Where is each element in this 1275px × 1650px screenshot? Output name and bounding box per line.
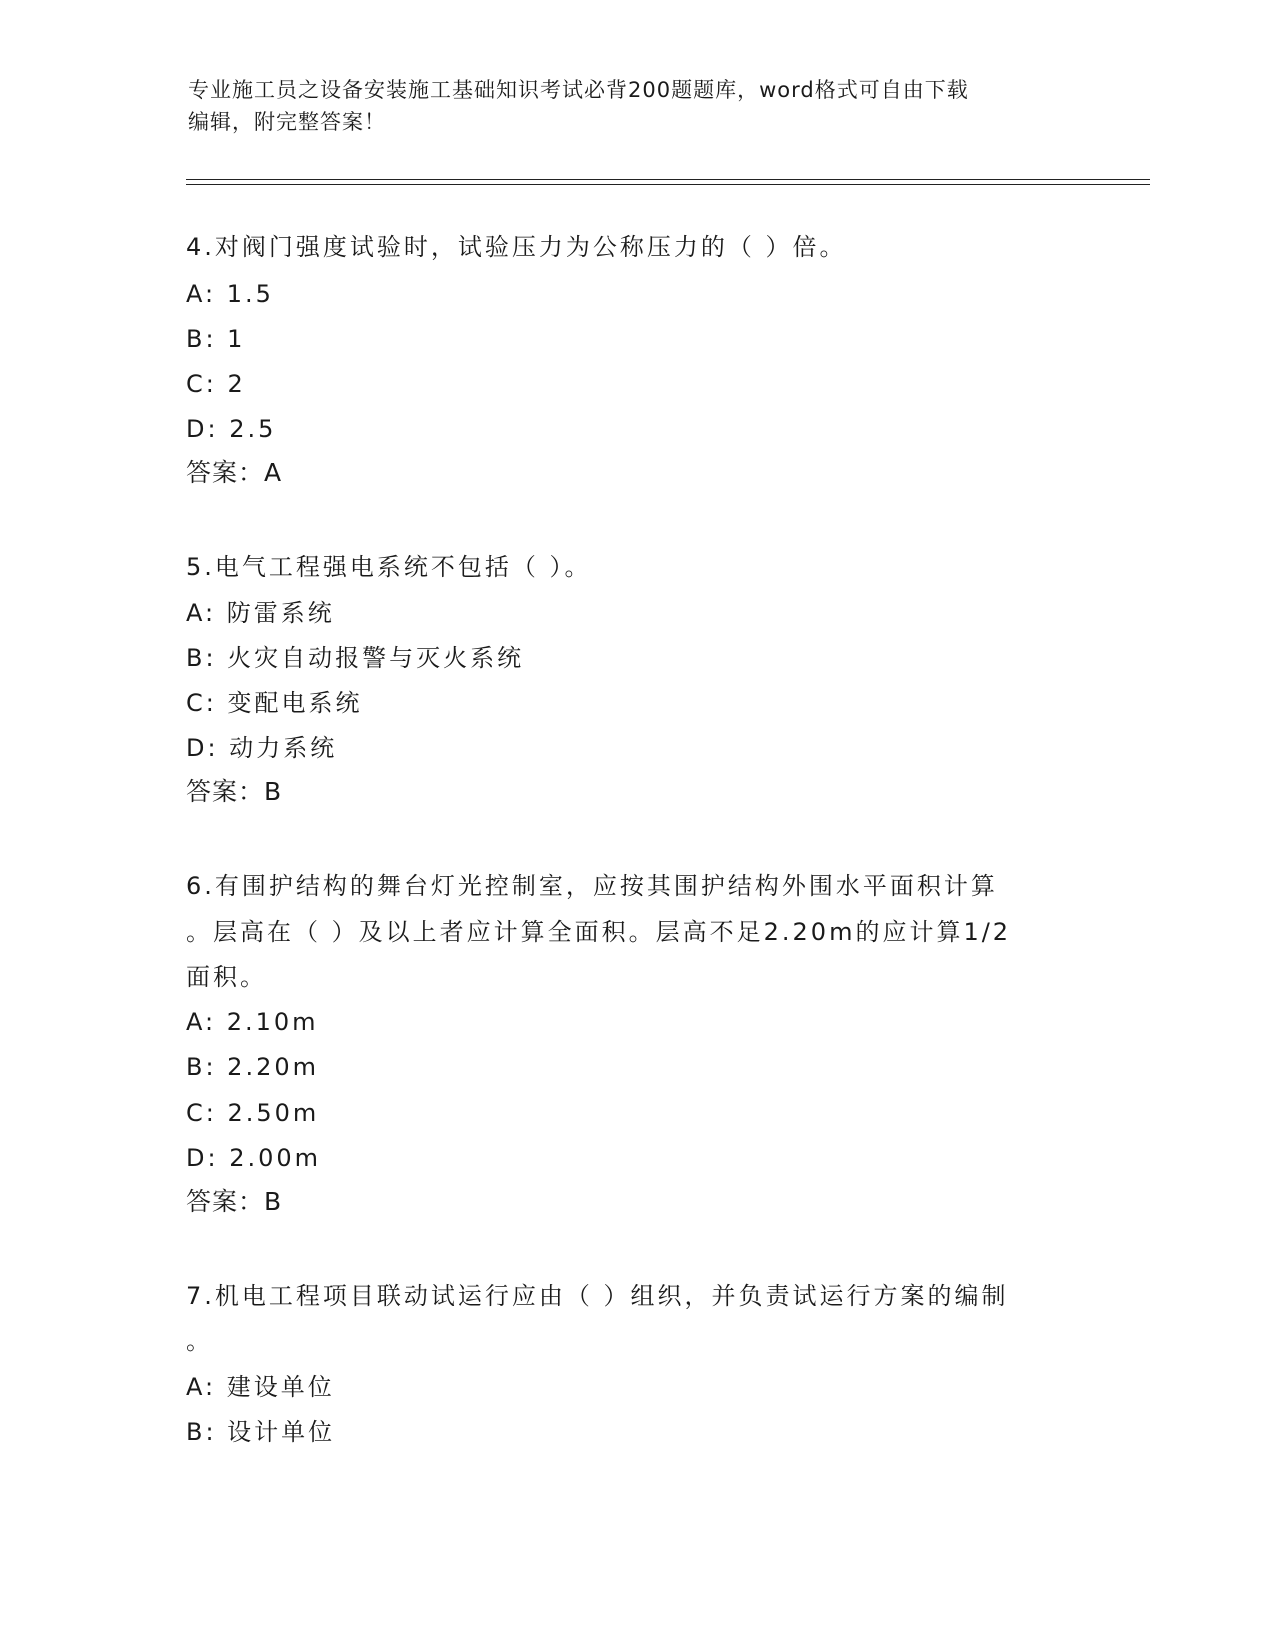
question-6-answer: 答案：B (186, 1187, 283, 1216)
question-6-stem-line-1: 6.有围护结构的舞台灯光控制室，应按其围护结构外围水平面积计算 (186, 872, 998, 900)
question-7-stem-line-2: 。 (186, 1327, 213, 1355)
question-5-option-d: D: 动力系统 (186, 734, 338, 762)
question-4-option-d: D: 2.5 (186, 415, 277, 443)
header-divider-bottom (186, 184, 1150, 185)
question-5-answer: 答案：B (186, 777, 283, 806)
question-6-option-d: D: 2.00m (186, 1144, 322, 1172)
question-5-stem: 5.电气工程强电系统不包括（ ）。 (186, 553, 592, 581)
question-6-option-a: A: 2.10m (186, 1008, 319, 1036)
question-4-answer: 答案：A (186, 458, 283, 487)
question-4-option-c: C: 2 (186, 370, 246, 398)
question-7-option-b: B: 设计单位 (186, 1418, 336, 1446)
question-5-option-c: C: 变配电系统 (186, 689, 363, 717)
question-6-option-b: B: 2.20m (186, 1053, 319, 1081)
question-6-option-c: C: 2.50m (186, 1099, 320, 1127)
header-title-line-1: 专业施工员之设备安装施工基础知识考试必背200题题库，word格式可自由下载 (188, 78, 969, 102)
question-5-option-a: A: 防雷系统 (186, 599, 335, 627)
header-title-line-2: 编辑，附完整答案！ (188, 110, 386, 134)
header-divider-top (186, 179, 1150, 180)
question-7-option-a: A: 建设单位 (186, 1373, 335, 1401)
document-header (188, 74, 1068, 138)
question-6-stem-line-3: 面积。 (186, 963, 267, 991)
question-6-stem-line-2: 。层高在（ ）及以上者应计算全面积。层高不足2.20m的应计算1/2 (186, 918, 1012, 946)
question-4-option-a: A: 1.5 (186, 280, 274, 308)
question-7-stem-line-1: 7.机电工程项目联动试运行应由（ ）组织，并负责试运行方案的编制 (186, 1282, 1009, 1310)
question-5-option-b: B: 火灾自动报警与灭火系统 (186, 644, 525, 672)
question-4-stem: 4.对阀门强度试验时，试验压力为公称压力的（ ）倍。 (186, 233, 847, 261)
question-4-option-b: B: 1 (186, 325, 246, 353)
